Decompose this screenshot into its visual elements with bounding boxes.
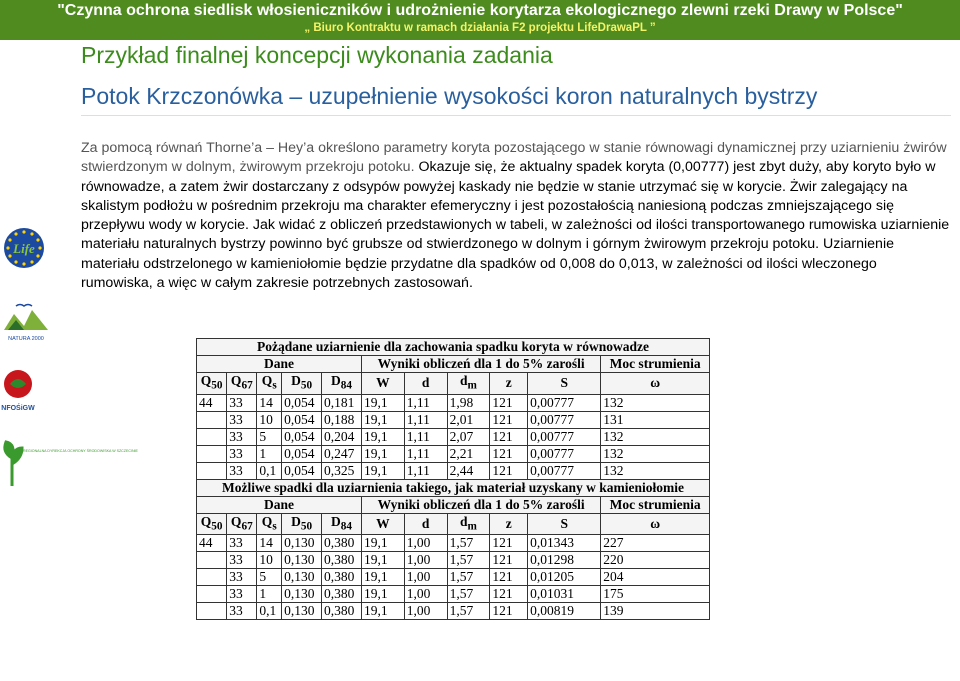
table-cell: 19,1 bbox=[361, 394, 404, 411]
table-cell: 10 bbox=[257, 552, 282, 569]
table-cell: 121 bbox=[490, 535, 528, 552]
table-cell: 0,01031 bbox=[528, 586, 601, 603]
table-cell: 0,204 bbox=[322, 428, 362, 445]
table-cell: 44 bbox=[197, 535, 227, 552]
table-cell: 1,98 bbox=[447, 394, 490, 411]
table-cell: 0,00819 bbox=[528, 603, 601, 620]
table-cell: 0,054 bbox=[282, 428, 322, 445]
table-cell: 33 bbox=[227, 552, 257, 569]
table-cell: 121 bbox=[490, 603, 528, 620]
table-cell: 0,325 bbox=[322, 462, 362, 479]
table-row bbox=[197, 462, 710, 479]
table-cell: 0,054 bbox=[282, 445, 322, 462]
table-cell: 33 bbox=[227, 411, 257, 428]
table-cell: 1,11 bbox=[404, 445, 447, 462]
col-header: ω bbox=[601, 373, 710, 395]
table-cell: 121 bbox=[490, 552, 528, 569]
table-cell: 1,00 bbox=[404, 586, 447, 603]
paragraph-intro: Za pomocą równań Thorne’a – Hey’a określono parametry koryta pozostającego w stanie równowagi dynamicznej przy uziarnieniu żwirów stwierdzonym w dolnym, żwirowym przekroju potoku. bbox=[81, 140, 947, 176]
col-header: d bbox=[404, 373, 447, 395]
table-cell: 121 bbox=[490, 411, 528, 428]
table-cell: 1,57 bbox=[447, 535, 490, 552]
col-header: $Q_{50}$ bbox=[197, 513, 227, 535]
slide-heading: Potok Krzczonówka – uzupełnienie wysokości koron naturalnych bystrzy bbox=[81, 83, 818, 109]
table-row bbox=[197, 552, 710, 569]
body-paragraph bbox=[81, 139, 951, 293]
table-cell: 121 bbox=[490, 569, 528, 586]
svg-text:NFOŚiGW: NFOŚiGW bbox=[1, 405, 35, 412]
table-cell: 121 bbox=[490, 462, 528, 479]
table-cell: 1,57 bbox=[447, 569, 490, 586]
table-cell: 132 bbox=[601, 428, 710, 445]
table-cell: 0,01205 bbox=[528, 569, 601, 586]
table-cell: 0,1 bbox=[257, 603, 282, 620]
svg-text:Life: Life bbox=[13, 241, 35, 256]
table-row bbox=[197, 394, 710, 411]
table2-title: Możliwe spadki dla uziarnienia takiego, jak materiał uzyskany w kamieniołomie bbox=[197, 479, 710, 496]
table-row bbox=[197, 603, 710, 620]
table-cell: 0,247 bbox=[322, 445, 362, 462]
table-cell: 1 bbox=[257, 586, 282, 603]
table-cell: 2,21 bbox=[447, 445, 490, 462]
table-cell: 0,054 bbox=[282, 411, 322, 428]
table-cell: 132 bbox=[601, 445, 710, 462]
table-row bbox=[197, 569, 710, 586]
banner-title: "Czynna ochrona siedlisk włosieniczników i udrożnienie korytarza ekologicznego zlewni rzeki Drawy w Polsce" bbox=[57, 2, 903, 19]
table-row bbox=[197, 411, 710, 428]
table-cell: 33 bbox=[227, 603, 257, 620]
table-cell: 0,00777 bbox=[528, 428, 601, 445]
divider bbox=[81, 115, 951, 116]
table-cell: 0,130 bbox=[282, 603, 322, 620]
table-cell: 121 bbox=[490, 586, 528, 603]
table-cell: 1 bbox=[257, 445, 282, 462]
table-cell: 2,44 bbox=[447, 462, 490, 479]
table-row bbox=[197, 535, 710, 552]
table-cell bbox=[197, 411, 227, 428]
table-cell: 0,130 bbox=[282, 552, 322, 569]
table-cell: 19,1 bbox=[361, 411, 404, 428]
table2-header-row bbox=[197, 513, 710, 535]
table-cell: 1,11 bbox=[404, 462, 447, 479]
col-header: z bbox=[490, 373, 528, 395]
table-cell: 0,01298 bbox=[528, 552, 601, 569]
table-cell: 1,57 bbox=[447, 603, 490, 620]
col-header: $Q_{50}$ bbox=[197, 373, 227, 395]
table-equilibrium bbox=[196, 338, 710, 620]
table-cell: 0,00777 bbox=[528, 462, 601, 479]
col-header: d bbox=[404, 513, 447, 535]
nfosigw-logo-icon bbox=[2, 368, 36, 412]
table-cell: 1,11 bbox=[404, 394, 447, 411]
life-logo-icon bbox=[2, 226, 46, 270]
table-cell: 1,00 bbox=[404, 569, 447, 586]
col-header: $D_{84}$ bbox=[322, 373, 362, 395]
table-cell: 0,380 bbox=[322, 586, 362, 603]
table1-header-row bbox=[197, 373, 710, 395]
table-cell bbox=[197, 552, 227, 569]
table-cell: 1,00 bbox=[404, 552, 447, 569]
natura-2000-logo-icon bbox=[2, 300, 50, 342]
table-cell: 121 bbox=[490, 394, 528, 411]
table-cell: 14 bbox=[257, 535, 282, 552]
table-cell: 5 bbox=[257, 569, 282, 586]
table-cell: 2,07 bbox=[447, 428, 490, 445]
calculation-table bbox=[196, 338, 710, 672]
table-cell: 5 bbox=[257, 428, 282, 445]
col-header: $D_{84}$ bbox=[322, 513, 362, 535]
table-cell: 0,380 bbox=[322, 569, 362, 586]
svg-text:REGIONALNA DYREKCJA OCHRONY ŚR: REGIONALNA DYREKCJA OCHRONY ŚRODOWISKA W SZCZECINIE bbox=[23, 449, 138, 453]
col-header: ω bbox=[601, 513, 710, 535]
table-cell bbox=[197, 445, 227, 462]
table-cell: 0,130 bbox=[282, 535, 322, 552]
col-header: $D_{50}$ bbox=[282, 513, 322, 535]
table-cell: 0,00777 bbox=[528, 445, 601, 462]
table-cell bbox=[197, 462, 227, 479]
table-cell: 19,1 bbox=[361, 586, 404, 603]
table-cell: 139 bbox=[601, 603, 710, 620]
col-header: $Q_s$ bbox=[257, 373, 282, 395]
table-cell: 19,1 bbox=[361, 552, 404, 569]
table1-group-moc: Moc strumienia bbox=[601, 356, 710, 373]
table-cell: 44 bbox=[197, 394, 227, 411]
table-cell: 19,1 bbox=[361, 445, 404, 462]
table-row bbox=[197, 428, 710, 445]
table-cell: 2,01 bbox=[447, 411, 490, 428]
table-cell: 33 bbox=[227, 586, 257, 603]
table-cell: 1,11 bbox=[404, 428, 447, 445]
table-row bbox=[197, 586, 710, 603]
table-cell: 1,00 bbox=[404, 535, 447, 552]
table-cell: 204 bbox=[601, 569, 710, 586]
table-cell bbox=[197, 569, 227, 586]
col-header: $d_m$ bbox=[447, 373, 490, 395]
table2-group-moc: Moc strumienia bbox=[601, 496, 710, 513]
table-cell: 121 bbox=[490, 428, 528, 445]
col-header: S bbox=[528, 513, 601, 535]
table-cell: 220 bbox=[601, 552, 710, 569]
table-cell: 0,130 bbox=[282, 586, 322, 603]
table-cell: 19,1 bbox=[361, 462, 404, 479]
col-header: $d_m$ bbox=[447, 513, 490, 535]
table-cell: 227 bbox=[601, 535, 710, 552]
table-cell: 14 bbox=[257, 394, 282, 411]
table-cell: 0,380 bbox=[322, 552, 362, 569]
table-cell: 33 bbox=[227, 428, 257, 445]
rdos-logo-icon bbox=[0, 438, 138, 488]
table-cell: 33 bbox=[227, 569, 257, 586]
table-cell: 0,054 bbox=[282, 462, 322, 479]
table-cell: 0,380 bbox=[322, 603, 362, 620]
table1-group-wyniki: Wyniki obliczeń dla 1 do 5% zarośli bbox=[361, 356, 600, 373]
col-header: $Q_s$ bbox=[257, 513, 282, 535]
col-header: z bbox=[490, 513, 528, 535]
table-cell: 33 bbox=[227, 445, 257, 462]
table-cell: 33 bbox=[227, 535, 257, 552]
table-cell: 33 bbox=[227, 394, 257, 411]
table-cell: 0,181 bbox=[322, 394, 362, 411]
table-cell: 19,1 bbox=[361, 603, 404, 620]
paragraph-body: Okazuje się, że aktualny spadek koryta (0,00777) jest zbyt duży, aby koryto było w równowadze, a zatem żwir dostarczany z odsypów powyżej kaskady nie będzie w stanie utrzymać się w korycie. Żwir zalegający na skalistym podłożu w pośrednim przekroju ma charakter efemeryczny i jest pozostałością naniesioną podczas zmniejszającego się przepływu wody w korycie. Jak widać z obliczeń przedstawionych w tabeli, w zależności od ilości transportowanego rumowiska uziarnienie materiału naturalnych bystrzy powinno być grubsze od stwierdzonego w dolnym i górnym żwirowym przekroju potoku. Uziarnienie materiału odstrzelonego w kamieniołomie będzie przydatne dla spadków od 0,008 do 0,013, w zależności od ilości wleczonego rumowiska, a więc w całym zakresie potrzebnych zastosowań. bbox=[81, 159, 950, 292]
table-cell: 175 bbox=[601, 586, 710, 603]
svg-text:NATURA 2000: NATURA 2000 bbox=[8, 336, 44, 342]
table-cell: 1,00 bbox=[404, 603, 447, 620]
table-cell: 0,130 bbox=[282, 569, 322, 586]
table2-group-dane: Dane bbox=[197, 496, 362, 513]
table-cell: 121 bbox=[490, 445, 528, 462]
table-cell: 0,380 bbox=[322, 535, 362, 552]
table-cell: 19,1 bbox=[361, 569, 404, 586]
slide-subtitle: Przykład finalnej koncepcji wykonania zadania bbox=[81, 42, 553, 68]
table-cell: 0,188 bbox=[322, 411, 362, 428]
table-cell: 0,054 bbox=[282, 394, 322, 411]
col-header: $Q_{67}$ bbox=[227, 373, 257, 395]
table-cell: 19,1 bbox=[361, 428, 404, 445]
col-header: $Q_{67}$ bbox=[227, 513, 257, 535]
col-header: S bbox=[528, 373, 601, 395]
col-header: W bbox=[361, 513, 404, 535]
table-cell: 0,1 bbox=[257, 462, 282, 479]
table-cell: 1,11 bbox=[404, 411, 447, 428]
table-cell bbox=[197, 586, 227, 603]
table-cell: 132 bbox=[601, 394, 710, 411]
table-cell bbox=[197, 428, 227, 445]
col-header: W bbox=[361, 373, 404, 395]
table-cell: 33 bbox=[227, 462, 257, 479]
table-cell bbox=[197, 603, 227, 620]
table-cell: 0,00777 bbox=[528, 394, 601, 411]
table-cell: 132 bbox=[601, 462, 710, 479]
col-header: $D_{50}$ bbox=[282, 373, 322, 395]
table1-group-dane: Dane bbox=[197, 356, 362, 373]
table-cell: 1,57 bbox=[447, 552, 490, 569]
table-cell: 0,00777 bbox=[528, 411, 601, 428]
banner-subtitle: „ Biuro Kontraktu w ramach działania F2 projektu LifeDrawaPL ” bbox=[304, 22, 656, 34]
table2-group-wyniki: Wyniki obliczeń dla 1 do 5% zarośli bbox=[361, 496, 600, 513]
table-cell: 0,01343 bbox=[528, 535, 601, 552]
header-banner bbox=[0, 0, 960, 40]
table-row bbox=[197, 445, 710, 462]
table-cell: 1,57 bbox=[447, 586, 490, 603]
table-cell: 131 bbox=[601, 411, 710, 428]
table-cell: 10 bbox=[257, 411, 282, 428]
table1-title: Pożądane uziarnienie dla zachowania spadku koryta w równowadze bbox=[197, 339, 710, 356]
table-cell: 19,1 bbox=[361, 535, 404, 552]
